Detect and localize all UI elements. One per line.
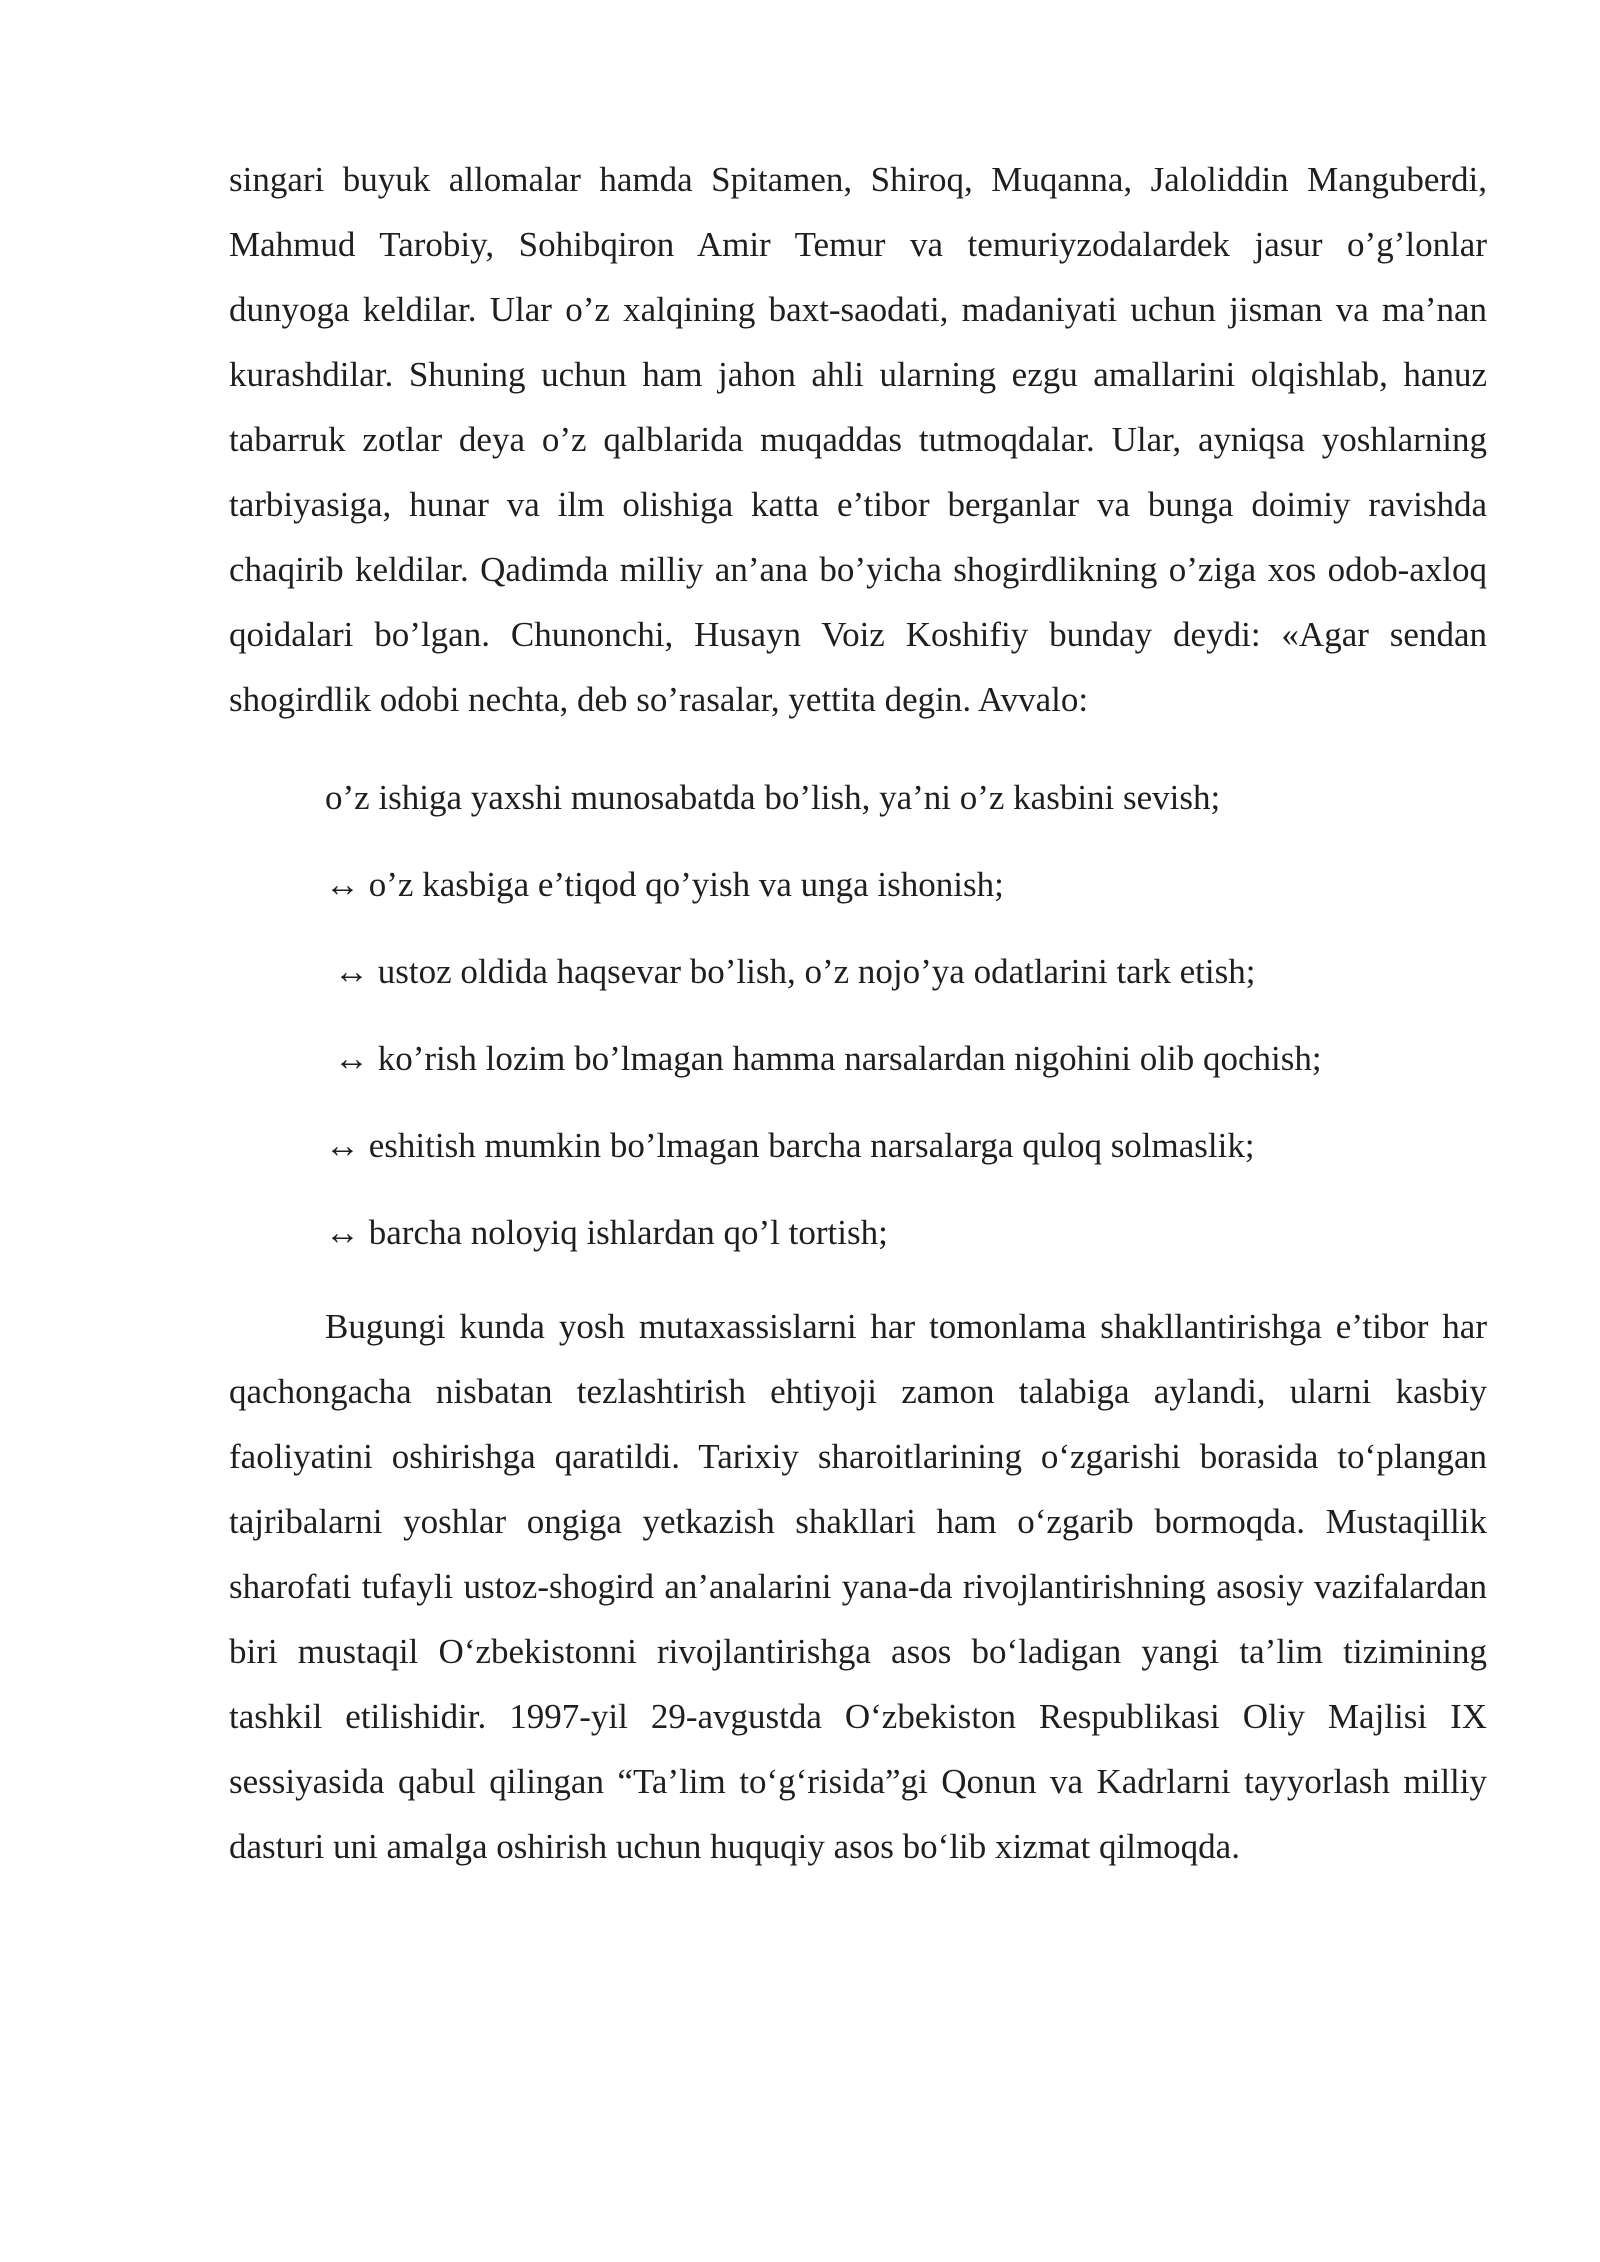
etiquette-list bbox=[229, 754, 1487, 1276]
paragraph-modern: Bugungi kunda yosh mutaxassislarni har tomonlama shakllantirishga e’tibor har qachongacha nisbatan tezlashtirish ehtiyoji zamon talabiga aylandi, ularni kasbiy faoliyatini oshirishga qaratildi. Tarixiy sharoitlarining o‘zgarishi borasida to‘plangan tajribalarni yoshlar ongiga yetkazish shakllari ham o‘zgarib bormoqda. Mustaqillik sharofati tufayli ustoz-shogird an’analarini yana-da rivojlantirishning asosiy vazifalardan biri mustaqil O‘zbekistonni rivojlantirishga asos bo‘ladigan yangi ta’lim tizimining tashkil etilishidir. 1997-yil 29-avgustda O‘zbekiston Respublikasi Oliy Majlisi IX sessiyasida qabul qilingan “Ta’lim to‘g‘risida”gi Qonun va Kadrlarni tayyorlash milliy dasturi uni amalga oshirish uchun huquqiy asos bo‘lib xizmat qilmoqda. bbox=[229, 1307, 1487, 1866]
list-item: o’z ishiga yaxshi munosabatda bo’lish, ya’ni o’z kasbini sevish; bbox=[325, 778, 1221, 817]
list-item: ↔ o’z kasbiga e’tiqod qo’yish va unga ishonish; bbox=[325, 865, 1004, 904]
list-item: ↔ eshitish mumkin bo’lmagan barcha narsalarga quloq solmaslik; bbox=[325, 1126, 1255, 1165]
document-body bbox=[229, 147, 1487, 1879]
paragraph-intro: singari buyuk allomalar hamda Spitamen, Shiroq, Muqanna, Jaloliddin Manguberdi, Mahmud Tarobiy, Sohibqiron Amir Temur va temuriyzodalardek jasur o’g’lonlar dunyoga keldilar. Ular o’z xalqining baxt-saodati, madaniyati uchun jisman va ma’nan kurashdilar. Shuning uchun ham jahon ahli ularning ezgu amallarini olqishlab, hanuz tabarruk zotlar deya o’z qalblarida muqaddas tutmoqdalar. Ular, ayniqsa yoshlarning tarbiyasiga, hunar va ilm olishiga katta e’tibor berganlar va bunga doimiy ravishda chaqirib keldilar. Qadimda milliy an’ana bo’yicha shogirdlikning o’ziga xos odob-axloq qoidalari bo’lgan. Chunonchi, Husayn Voiz Koshifiy bunday deydi: «Agar sendan shogirdlik odobi nechta, deb so’rasalar, yettita degin. Avvalo: bbox=[229, 160, 1487, 719]
list-item: ↔ ko’rish lozim bo’lmagan hamma narsalardan nigohini olib qochish; bbox=[334, 1039, 1322, 1078]
list-item: ↔ ustoz oldida haqsevar bo’lish, o’z nojo’ya odatlarini tark etish; bbox=[334, 952, 1256, 991]
list-item: ↔ barcha noloyiq ishlardan qo’l tortish; bbox=[325, 1213, 888, 1252]
